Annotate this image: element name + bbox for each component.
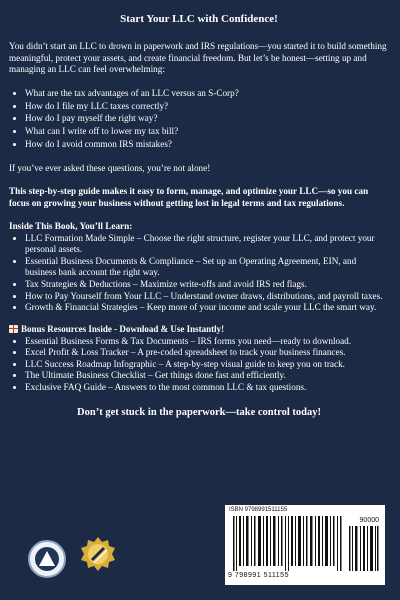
list-item: • Essential Business Documents & Compliance – Set up an Operating Agreement, EIN, and business bank account the right way. [25,256,389,279]
list-item: • LLC Success Roadmap Infographic – A step-by-step visual guide to keep you on track. [25,359,389,371]
list-item: • How do I avoid common IRS mistakes? [25,139,389,151]
publisher-emblem-icon [28,540,66,578]
list-item: • Excel Profit & Loss Tracker – A pre-coded spreadsheet to track your business finances. [25,347,389,359]
isbn-label: ISBN 9798991511155 [229,507,288,513]
price-code: 90000 [359,517,379,524]
bonus-heading-row [9,324,389,334]
list-item: • What can I write off to lower my tax bill? [25,126,389,138]
headline: Start Your LLC with Confidence! [120,13,278,25]
award-seal-icon [80,536,116,576]
list-item: • How do I file my LLC taxes correctly? [25,101,389,113]
price-barcode-bars [349,526,379,571]
intro-paragraph: You didn’t start an LLC to drown in paperwork and IRS regulations—you started it to build something meaningful, protect your assets, and create financial freedom. But let’s be honest—setting up and managing an LLC can feel overwhelming: [9,41,387,75]
list-item: • How to Pay Yourself from Your LLC – Understand owner draws, distributions, and payroll taxes. [25,291,389,303]
barcode-bars [233,516,343,571]
list-item: • LLC Formation Made Simple – Choose the right structure, register your LLC, and protect your personal assets. [25,233,389,256]
bonus-heading: Bonus Resources Inside - Download & Use Instantly! [21,323,225,334]
bonus-list [9,336,389,394]
isbn-digits: 9 798991 511155 [228,572,289,579]
questions-list [9,88,389,151]
back-cover-text [9,13,389,418]
isbn-barcode [225,505,385,585]
not-alone-text: If you’ve ever asked these questions, you’re not alone! [9,162,211,173]
list-item: • The Ultimate Business Checklist – Get things done fast and efficiently. [25,370,389,382]
list-item: • Growth & Financial Strategies – Keep more of your income and scale your LLC the smart way. [25,302,389,314]
list-item: • What are the tax advantages of an LLC versus an S-Corp? [25,88,389,100]
learn-list [9,233,389,314]
learn-heading: Inside This Book, You’ll Learn: [9,220,133,231]
list-item: • Essential Business Forms & Tax Documents – IRS forms you need—ready to download. [25,336,389,348]
guide-statement: This step-by-step guide makes it easy to form, manage, and optimize your LLC—so you can focus on growing your business without getting lost in legal terms and tax regulations. [9,186,369,208]
list-item: • Exclusive FAQ Guide – Answers to the most common LLC & tax questions. [25,382,389,394]
closing-line: Don’t get stuck in the paperwork—take control today! [77,406,321,418]
list-item: • Tax Strategies & Deductions – Maximize write-offs and avoid IRS red flags. [25,279,389,291]
gift-icon [9,325,18,333]
list-item: • How do I pay myself the right way? [25,113,389,125]
